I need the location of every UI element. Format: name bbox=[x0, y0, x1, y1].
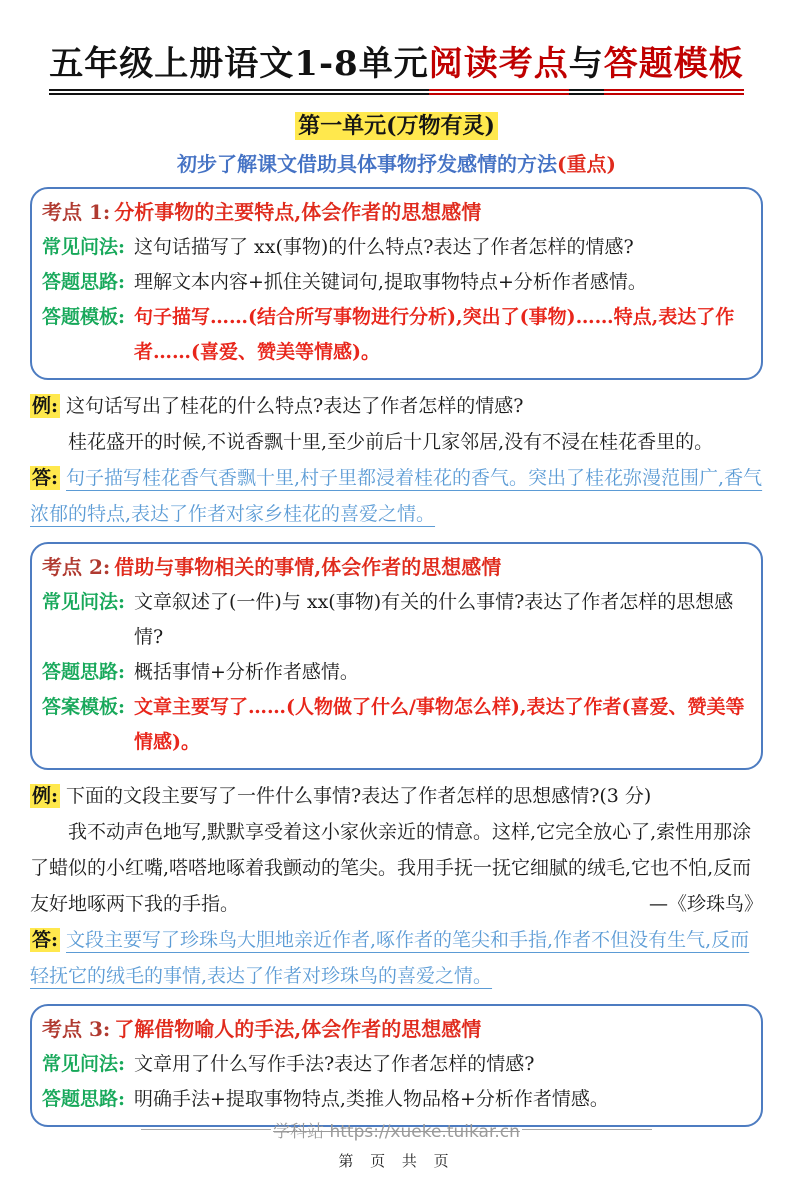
kaodian-3-number: 考点 3: bbox=[42, 1017, 111, 1041]
row-label: 答案模板: bbox=[42, 696, 126, 718]
kaodian-1-row-template bbox=[42, 300, 751, 370]
answer-marker: 答: bbox=[32, 467, 59, 489]
title-segment-grade: 五年级上册语文1-8单元 bbox=[49, 36, 428, 95]
section-subtitle bbox=[30, 148, 763, 177]
kaodian-box-2 bbox=[30, 542, 763, 770]
kaodian-2-title: 借助与事物相关的事情,体会作者的思想感情 bbox=[114, 555, 502, 579]
example-1-question-line bbox=[30, 388, 763, 424]
subtitle-emphasis: (重点) bbox=[557, 152, 616, 176]
row-text: 文章用了什么写作手法?表达了作者怎样的情感? bbox=[134, 1053, 535, 1075]
kaodian-2-number: 考点 2: bbox=[42, 555, 111, 579]
page-number-footer: 第 页 共 页 bbox=[338, 1152, 455, 1170]
example-marker: 例: bbox=[32, 395, 59, 417]
row-label: 常见问法: bbox=[42, 1053, 126, 1075]
example-1-answer-line bbox=[30, 460, 763, 532]
kaodian-1-number: 考点 1: bbox=[42, 200, 111, 224]
unit-heading-text: 第一单元(万物有灵) bbox=[295, 112, 498, 140]
row-text-template: 文章主要写了……(人物做了什么/事物怎么样),表达了作者(喜爱、赞美等情感)。 bbox=[134, 696, 745, 753]
example-2-passage-text: 我不动声色地写,默默享受着这小家伙亲近的情意。这样,它完全放心了,索性用那涂了蜡似的小红嘴,嗒嗒地啄着我颤动的笔尖。我用手抚一抚它细腻的绒毛,它也不怕,反而友好地啄两下我的手指。 bbox=[30, 821, 752, 915]
row-text-template: 句子描写……(结合所写事物进行分析),突出了(事物)……特点,表达了作者……(喜爱、赞美等情感)。 bbox=[134, 306, 735, 363]
row-label: 常见问法: bbox=[42, 591, 126, 613]
title-segment-and: 与 bbox=[569, 36, 604, 95]
row-text: 概括事情+分析作者感情。 bbox=[134, 661, 359, 683]
kaodian-1-title: 分析事物的主要特点,体会作者的思想感情 bbox=[114, 200, 482, 224]
row-label: 答题思路: bbox=[42, 271, 126, 293]
example-2-answer: 文段主要写了珍珠鸟大胆地亲近作者,啄作者的笔尖和手指,作者不但没有生气,反而轻抚它的绒毛的事情,表达了作者对珍珠鸟的喜爱之情。 bbox=[30, 929, 750, 987]
row-label: 答题思路: bbox=[42, 661, 126, 683]
unit-heading bbox=[30, 109, 763, 140]
subtitle-main: 初步了解课文借助具体事物抒发感情的方法 bbox=[177, 152, 558, 176]
kaodian-box-3 bbox=[30, 1004, 763, 1127]
kaodian-3-heading bbox=[42, 1012, 751, 1047]
row-text: 这句话描写了 xx(事物)的什么特点?表达了作者怎样的情感? bbox=[134, 236, 634, 258]
example-1-question: 这句话写出了桂花的什么特点?表达了作者怎样的情感? bbox=[66, 395, 524, 417]
kaodian-2-row-template bbox=[42, 690, 751, 760]
example-2-passage bbox=[30, 814, 763, 922]
kaodian-2-heading bbox=[42, 550, 751, 585]
example-2-question-line bbox=[30, 778, 763, 814]
example-marker: 例: bbox=[32, 785, 59, 807]
title-segment-answer-template: 答题模板 bbox=[604, 36, 744, 95]
example-2-answer-line bbox=[30, 922, 763, 994]
row-text: 明确手法+提取事物特点,类推人物品格+分析作者情感。 bbox=[134, 1088, 609, 1110]
kaodian-1-row-question-type bbox=[42, 230, 751, 265]
kaodian-box-1 bbox=[30, 187, 763, 380]
example-2-question: 下面的文段主要写了一件什么事情?表达了作者怎样的思想感情?(3 分) bbox=[66, 785, 652, 807]
row-label: 常见问法: bbox=[42, 236, 126, 258]
kaodian-1-heading bbox=[42, 195, 751, 230]
kaodian-3-row-approach bbox=[42, 1082, 751, 1117]
example-1-passage: 桂花盛开的时候,不说香飘十里,至少前后十几家邻居,没有不浸在桂花香里的。 bbox=[68, 431, 714, 453]
answer-marker: 答: bbox=[32, 929, 59, 951]
example-1-answer: 句子描写桂花香气香飘十里,村子里都浸着桂花的香气。突出了桂花弥漫范围广,香气浓郁的特点,表达了作者对家乡桂花的喜爱之情。 bbox=[30, 467, 763, 525]
row-label: 答题模板: bbox=[42, 306, 126, 328]
row-text: 理解文本内容+抓住关键词句,提取事物特点+分析作者感情。 bbox=[134, 271, 647, 293]
kaodian-1-row-approach bbox=[42, 265, 751, 300]
watermark-text: 学科站 https://xueke.tuikar.cn bbox=[273, 1122, 520, 1142]
kaodian-3-title: 了解借物喻人的手法,体会作者的思想感情 bbox=[114, 1017, 482, 1041]
site-watermark bbox=[30, 1117, 763, 1142]
row-text: 文章叙述了(一件)与 xx(事物)有关的什么事情?表达了作者怎样的思想感情? bbox=[134, 591, 734, 648]
example-1 bbox=[30, 388, 763, 532]
title-segment-reading-points: 阅读考点 bbox=[429, 36, 569, 95]
kaodian-2-row-question-type bbox=[42, 585, 751, 655]
row-label: 答题思路: bbox=[42, 1088, 126, 1110]
passage-attribution: —《珍珠鸟》 bbox=[648, 893, 763, 915]
kaodian-2-row-approach bbox=[42, 655, 751, 690]
page-title bbox=[30, 36, 763, 95]
kaodian-3-row-question-type bbox=[42, 1047, 751, 1082]
example-2 bbox=[30, 778, 763, 994]
